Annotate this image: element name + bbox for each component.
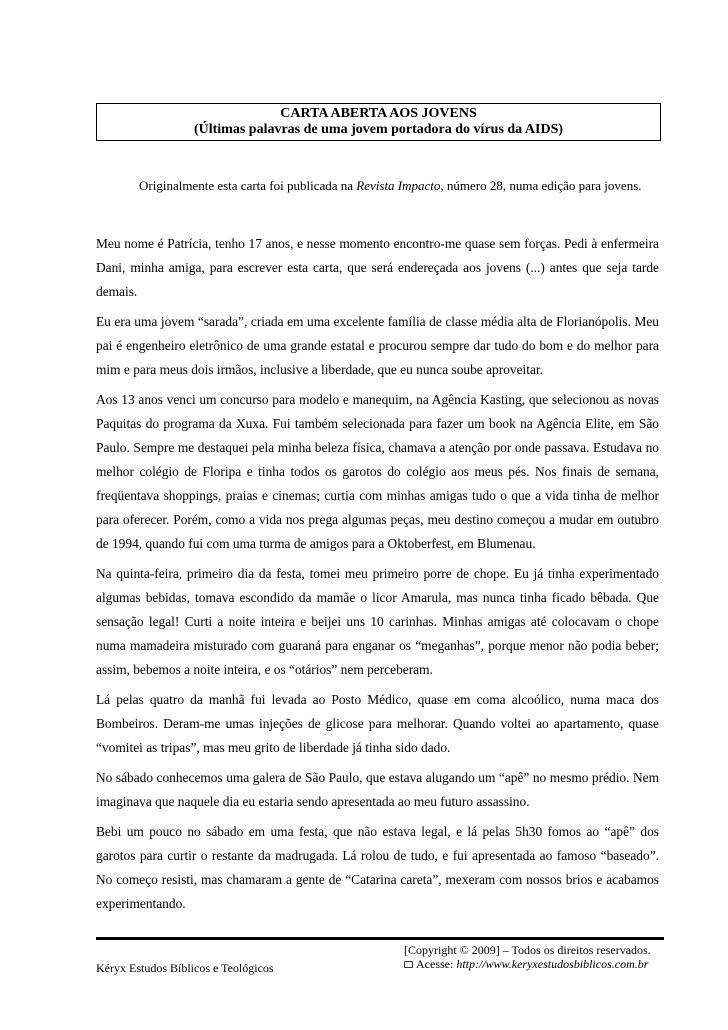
paragraph: Eu era uma jovem “sarada”, criada em uma excelente família de classe média alta de Florianópolis. Meu pai é engenheiro eletrônico de uma grande estatal e procurou sempre dar tudo do bom e do melhor para mim e para meus dois irmãos, inclusive a liberdade, que eu nunca soube aproveitar.: [96, 314, 659, 377]
paragraph: Na quinta-feira, primeiro dia da festa, tomei meu primeiro porre de chope. Eu já tinha experimentado algumas bebidas, tomava escondido da mamãe o licor Amarula, mas nunca tinha ficado bêbada. Que sensação legal! Curti a noite inteira e beijei uns 10 carinhas. Minhas amigas até colocavam o chope numa mamadeira misturado com guaraná para enganar os “meganhas”, porque menor não podia beber; assim, bebemos a noite inteira, e os “otários” nem perceberam.: [96, 566, 659, 677]
letter-body: [96, 232, 659, 922]
footer-publisher: Kéryx Estudos Bíblicos e Teológicos: [96, 961, 274, 975]
footer-divider: [96, 937, 664, 940]
intro-before: Originalmente esta carta foi publicada na: [139, 178, 357, 193]
copyright-notice: [Copyright © 2009] – Todos os direitos reservados.: [404, 943, 651, 957]
intro-note: [139, 177, 679, 195]
paragraph: Lá pelas quatro da manhã fui levada ao Posto Médico, quase em coma alcoólico, numa maca dos Bombeiros. Deram-me umas injeções de glicose para melhorar. Quando voltei ao apartamento, quase “vomitei as tripas”, mas meu grito de liberdade já tinha sido dado.: [96, 692, 659, 755]
footer-access-line: [404, 957, 662, 971]
paragraph: Meu nome é Patrícia, tenho 17 anos, e nesse momento encontro-me quase sem forças. Pedi à enfermeira Dani, minha amiga, para escrever esta carta, que será endereçada aos jovens (...) antes que seja tarde demais.: [96, 236, 659, 299]
computer-icon: [404, 961, 413, 968]
intro-after: , número 28, numa edição para jovens.: [440, 178, 642, 193]
footer-right: [404, 943, 662, 971]
title-box: [96, 103, 661, 141]
magazine-name: Revista Impacto: [356, 178, 441, 193]
access-label: Acesse:: [416, 957, 457, 971]
document-title: CARTA ABERTA AOS JOVENS: [280, 106, 477, 121]
website-link[interactable]: http://www.keryxestudosbiblicos.com.br: [456, 957, 649, 971]
paragraph: Bebi um pouco no sábado em uma festa, que não estava legal, e lá pelas 5h30 fomos ao “apê” dos garotos para curtir o restante da madrugada. Lá rolou de tudo, e fui apresentada ao famoso “baseado”. No começo resisti, mas chamaram a gente de “Catarina careta”, mexeram com nossos brios e acabamos experimentando.: [96, 824, 659, 911]
paragraph: No sábado conhecemos uma galera de São Paulo, que estava alugando um “apê” no mesmo prédio. Nem imaginava que naquele dia eu estaria sendo apresentada ao meu futuro assassino.: [96, 770, 659, 809]
document-subtitle: (Últimas palavras de uma jovem portadora do vírus da AIDS): [193, 122, 564, 137]
paragraph: Aos 13 anos venci um concurso para modelo e manequim, na Agência Kasting, que selecionou as novas Paquitas do programa da Xuxa. Fui também selecionada para fazer um book na Agência Elite, em São Paulo. Sempre me destaquei pela minha beleza física, chamava a atenção por onde passava. Estudava no melhor colégio de Floripa e tinha todos os garotos do colégio aos meus pés. Nos finais de semana, freqüentava shoppings, praias e cinemas; curtia com minhas amigas tudo o que a vida tinha de melhor para oferecer. Porém, como a vida nos prega algumas peças, meu destino começou a mudar em outubro de 1994, quando fui com uma turma de amigos para a Oktoberfest, em Blumenau.: [96, 392, 659, 551]
